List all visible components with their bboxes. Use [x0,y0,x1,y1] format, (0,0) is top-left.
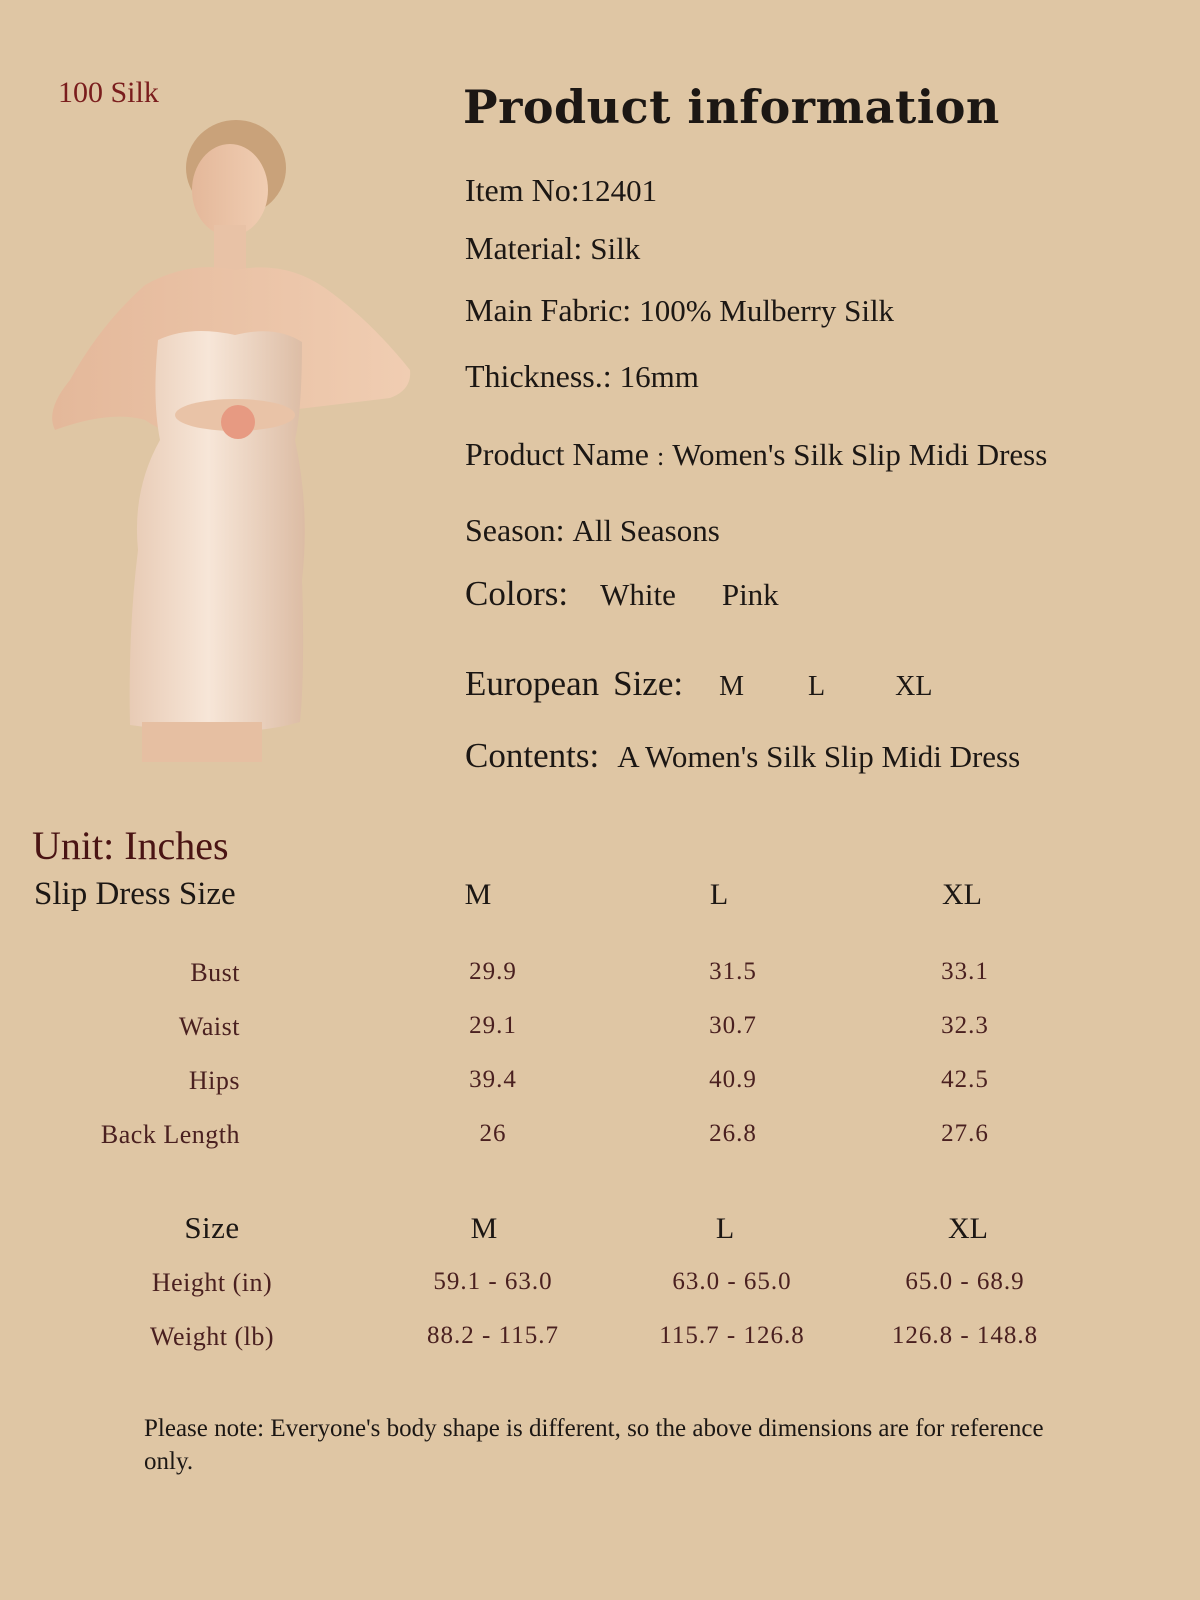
fit-chart-col-xl: XL [948,1212,988,1245]
colors-label: Colors: [465,574,569,613]
table-cell: 88.2 - 115.7 [427,1322,559,1349]
material-label: Material: [465,230,583,266]
product-name-value: Women's Silk Slip Midi Dress [672,437,1048,472]
product-name-line [465,436,1047,473]
size-option-xl: XL [895,671,933,702]
size-option-l: L [808,671,826,702]
season-line [465,512,720,549]
thickness-separator: .: [594,358,612,394]
table-cell: 27.6 [941,1120,989,1147]
product-name-separator: : [656,442,665,471]
disclaimer-note: Please note: Everyone's body shape is different, so the above dimensions are for reference only. [144,1415,1044,1475]
peach-shape [221,405,255,439]
row-label-height: Height (in) [151,1268,273,1297]
row-label-waist: Waist [178,1012,240,1041]
row-label-bust: Bust [190,958,240,987]
item-number-line [465,172,657,209]
table-cell: 63.0 - 65.0 [672,1268,792,1295]
contents-line [465,736,1020,776]
table-cell: 126.8 - 148.8 [891,1322,1039,1349]
dress-shape [130,331,305,732]
material-line [465,230,640,267]
table-cell: 42.5 [941,1066,989,1093]
size-chart-header-label: Slip Dress Size [34,876,236,912]
legs-shape [142,722,262,762]
color-option-pink: Pink [721,577,779,612]
unit-label: Unit: Inches [32,823,229,868]
european-size-label: European [465,664,600,703]
product-illustration [40,110,430,780]
table-cell: 115.7 - 126.8 [659,1322,805,1349]
row-label-hips: Hips [188,1066,240,1095]
item-number-value: 12401 [579,173,658,208]
size-chart-col-l: L [709,878,729,911]
table-cell: 29.1 [469,1012,517,1039]
size-chart-col-m: M [464,878,492,911]
product-image [40,110,430,780]
table-cell: 32.3 [941,1012,989,1039]
european-size-line [465,664,932,704]
neck-shape [214,225,246,275]
item-number-label: Item No: [465,172,580,208]
thickness-line [465,358,699,395]
table-cell: 30.7 [709,1012,757,1039]
size-chart-col-xl: XL [942,878,982,911]
product-name-label: Product Name [465,436,649,472]
thickness-label: Thickness [465,358,595,394]
contents-value: A Women's Silk Slip Midi Dress [617,739,1021,774]
fabric-value: 100% Mulberry Silk [639,293,895,328]
product-info-title: Product information [463,80,1000,134]
fit-chart-col-m: M [470,1212,498,1245]
table-cell: 26 [479,1120,507,1147]
season-label: Season: [465,512,565,548]
head-shape [192,144,268,236]
season-value: All Seasons [572,513,720,548]
table-cell: 59.1 - 63.0 [433,1268,553,1295]
silk-badge: 100 Silk [58,76,159,109]
fabric-line [465,292,894,329]
material-value: Silk [590,231,641,266]
colors-line [465,574,779,614]
table-cell: 33.1 [941,958,989,985]
table-cell: 39.4 [469,1066,517,1093]
table-cell: 65.0 - 68.9 [905,1268,1025,1295]
table-cell: 29.9 [469,958,517,985]
fit-chart-header-label: Size [184,1210,240,1245]
table-cell: 26.8 [709,1120,757,1147]
size-label: Size: [613,664,684,703]
contents-label: Contents: [465,736,600,775]
color-option-white: White [600,577,676,612]
table-cell: 40.9 [709,1066,757,1093]
thickness-value: 16mm [619,359,699,394]
fit-chart-col-l: L [715,1212,735,1245]
row-label-back-length: Back Length [100,1120,240,1149]
row-label-weight: Weight (lb) [150,1322,274,1351]
fabric-label: Main Fabric: [465,292,632,328]
size-option-m: M [719,671,744,702]
table-cell: 31.5 [709,958,757,985]
